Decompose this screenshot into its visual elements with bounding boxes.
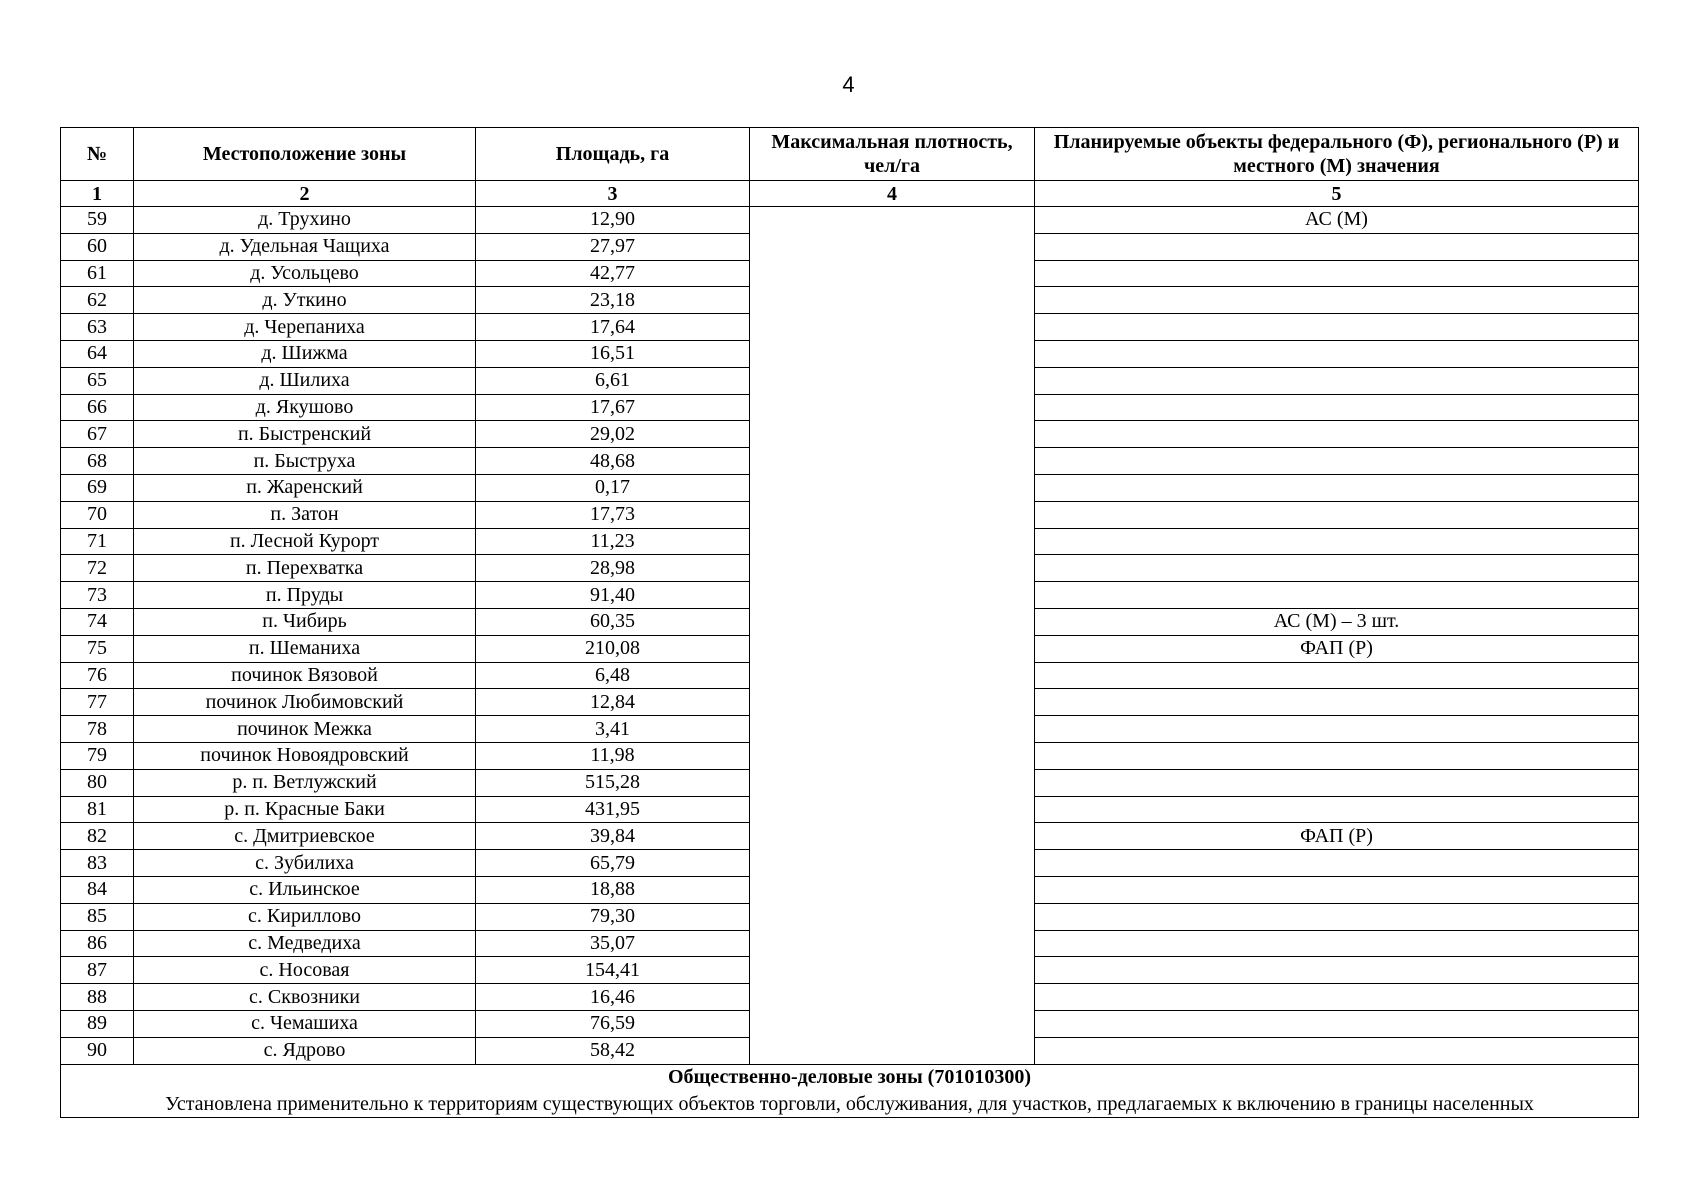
row-area-cell: 6,61	[476, 367, 750, 394]
row-location-cell: п. Шеманиха	[134, 635, 476, 662]
row-number-cell: 76	[61, 662, 134, 689]
row-area-cell: 29,02	[476, 421, 750, 448]
row-location-cell: починок Новоядровский	[134, 742, 476, 769]
row-planned-objects-cell	[1035, 689, 1639, 716]
row-planned-objects-cell	[1035, 340, 1639, 367]
row-planned-objects-cell	[1035, 769, 1639, 796]
header-planned-objects: Планируемые объекты федерального (Ф), регионального (Р) и местного (М) значения	[1035, 128, 1639, 181]
row-planned-objects-cell	[1035, 528, 1639, 555]
row-area-cell: 11,98	[476, 742, 750, 769]
row-area-cell: 17,64	[476, 314, 750, 341]
row-number-cell: 77	[61, 689, 134, 716]
table-row	[61, 207, 1639, 234]
row-location-cell: п. Перехватка	[134, 555, 476, 582]
row-planned-objects-cell	[1035, 984, 1639, 1011]
row-location-cell: д. Уткино	[134, 287, 476, 314]
section-title: Общественно-деловые зоны (701010300)	[61, 1064, 1639, 1091]
column-number: 5	[1035, 181, 1639, 207]
row-planned-objects-cell	[1035, 876, 1639, 903]
row-number-cell: 87	[61, 957, 134, 984]
row-number-cell: 60	[61, 233, 134, 260]
row-area-cell: 65,79	[476, 850, 750, 877]
row-planned-objects-cell	[1035, 903, 1639, 930]
row-location-cell: починок Вязовой	[134, 662, 476, 689]
row-area-cell: 76,59	[476, 1010, 750, 1037]
row-number-cell: 73	[61, 582, 134, 609]
row-area-cell: 17,73	[476, 501, 750, 528]
row-area-cell: 58,42	[476, 1037, 750, 1064]
row-number-cell: 79	[61, 742, 134, 769]
row-area-cell: 12,84	[476, 689, 750, 716]
row-area-cell: 515,28	[476, 769, 750, 796]
column-number: 1	[61, 181, 134, 207]
table-body	[61, 207, 1639, 1118]
row-planned-objects-cell: ФАП (Р)	[1035, 635, 1639, 662]
row-location-cell: п. Лесной Курорт	[134, 528, 476, 555]
max-density-merged-cell	[750, 207, 1035, 1065]
row-number-cell: 62	[61, 287, 134, 314]
row-planned-objects-cell	[1035, 421, 1639, 448]
row-area-cell: 60,35	[476, 608, 750, 635]
row-area-cell: 17,67	[476, 394, 750, 421]
row-location-cell: п. Чибирь	[134, 608, 476, 635]
row-location-cell: д. Шижма	[134, 340, 476, 367]
row-area-cell: 12,90	[476, 207, 750, 234]
row-area-cell: 0,17	[476, 474, 750, 501]
row-number-cell: 74	[61, 608, 134, 635]
row-location-cell: починок Любимовский	[134, 689, 476, 716]
row-location-cell: р. п. Красные Баки	[134, 796, 476, 823]
row-location-cell: с. Ядрово	[134, 1037, 476, 1064]
row-planned-objects-cell	[1035, 1037, 1639, 1064]
row-area-cell: 6,48	[476, 662, 750, 689]
header-area: Площадь, га	[476, 128, 750, 181]
row-planned-objects-cell	[1035, 662, 1639, 689]
table-header-row	[61, 128, 1639, 181]
row-number-cell: 89	[61, 1010, 134, 1037]
row-location-cell: д. Усольцево	[134, 260, 476, 287]
column-numbers-row	[61, 181, 1639, 207]
header-location: Местоположение зоны	[134, 128, 476, 181]
row-planned-objects-cell	[1035, 1010, 1639, 1037]
row-number-cell: 90	[61, 1037, 134, 1064]
row-planned-objects-cell	[1035, 742, 1639, 769]
row-planned-objects-cell: АС (М) – 3 шт.	[1035, 608, 1639, 635]
row-number-cell: 82	[61, 823, 134, 850]
row-number-cell: 85	[61, 903, 134, 930]
column-number: 2	[134, 181, 476, 207]
column-number: 4	[750, 181, 1035, 207]
row-planned-objects-cell	[1035, 260, 1639, 287]
row-area-cell: 48,68	[476, 448, 750, 475]
row-number-cell: 68	[61, 448, 134, 475]
column-number: 3	[476, 181, 750, 207]
row-planned-objects-cell	[1035, 394, 1639, 421]
row-location-cell: с. Дмитриевское	[134, 823, 476, 850]
row-number-cell: 63	[61, 314, 134, 341]
row-number-cell: 64	[61, 340, 134, 367]
row-area-cell: 23,18	[476, 287, 750, 314]
row-location-cell: с. Ильинское	[134, 876, 476, 903]
row-location-cell: починок Межка	[134, 716, 476, 743]
row-number-cell: 88	[61, 984, 134, 1011]
row-location-cell: п. Затон	[134, 501, 476, 528]
row-planned-objects-cell	[1035, 448, 1639, 475]
row-area-cell: 35,07	[476, 930, 750, 957]
row-area-cell: 16,51	[476, 340, 750, 367]
row-area-cell: 42,77	[476, 260, 750, 287]
row-location-cell: с. Сквозники	[134, 984, 476, 1011]
row-location-cell: д. Шилиха	[134, 367, 476, 394]
row-location-cell: с. Чемашиха	[134, 1010, 476, 1037]
row-planned-objects-cell	[1035, 716, 1639, 743]
row-location-cell: д. Черепаниха	[134, 314, 476, 341]
row-planned-objects-cell	[1035, 850, 1639, 877]
row-location-cell: с. Зубилиха	[134, 850, 476, 877]
section-description: Установлена применительно к территориям существующих объектов торговли, обслуживания, для участков, предлагаемых к включению в границы населенных	[61, 1091, 1639, 1118]
row-area-cell: 28,98	[476, 555, 750, 582]
row-planned-objects-cell	[1035, 501, 1639, 528]
row-planned-objects-cell	[1035, 930, 1639, 957]
row-location-cell: д. Якушово	[134, 394, 476, 421]
row-number-cell: 86	[61, 930, 134, 957]
row-planned-objects-cell: АС (М)	[1035, 207, 1639, 234]
row-number-cell: 69	[61, 474, 134, 501]
row-number-cell: 67	[61, 421, 134, 448]
row-area-cell: 16,46	[476, 984, 750, 1011]
row-area-cell: 11,23	[476, 528, 750, 555]
row-area-cell: 210,08	[476, 635, 750, 662]
row-area-cell: 18,88	[476, 876, 750, 903]
row-number-cell: 71	[61, 528, 134, 555]
row-location-cell: р. п. Ветлужский	[134, 769, 476, 796]
row-planned-objects-cell	[1035, 314, 1639, 341]
row-number-cell: 81	[61, 796, 134, 823]
row-number-cell: 66	[61, 394, 134, 421]
row-number-cell: 59	[61, 207, 134, 234]
header-number: №	[61, 128, 134, 181]
row-planned-objects-cell	[1035, 796, 1639, 823]
row-location-cell: п. Быструха	[134, 448, 476, 475]
row-location-cell: с. Кириллово	[134, 903, 476, 930]
row-planned-objects-cell	[1035, 957, 1639, 984]
row-area-cell: 91,40	[476, 582, 750, 609]
row-location-cell: п. Жаренский	[134, 474, 476, 501]
row-planned-objects-cell	[1035, 474, 1639, 501]
row-area-cell: 3,41	[476, 716, 750, 743]
row-planned-objects-cell	[1035, 287, 1639, 314]
row-number-cell: 78	[61, 716, 134, 743]
row-area-cell: 154,41	[476, 957, 750, 984]
row-planned-objects-cell	[1035, 555, 1639, 582]
row-planned-objects-cell	[1035, 582, 1639, 609]
row-location-cell: с. Носовая	[134, 957, 476, 984]
row-planned-objects-cell	[1035, 233, 1639, 260]
row-number-cell: 83	[61, 850, 134, 877]
row-area-cell: 431,95	[476, 796, 750, 823]
page-number: 4	[842, 72, 855, 97]
row-location-cell: п. Быстренский	[134, 421, 476, 448]
row-planned-objects-cell	[1035, 367, 1639, 394]
section-description-row	[61, 1091, 1639, 1118]
row-number-cell: 61	[61, 260, 134, 287]
row-location-cell: д. Трухино	[134, 207, 476, 234]
row-area-cell: 27,97	[476, 233, 750, 260]
row-number-cell: 84	[61, 876, 134, 903]
row-number-cell: 65	[61, 367, 134, 394]
zones-table	[60, 127, 1639, 1118]
row-area-cell: 39,84	[476, 823, 750, 850]
section-title-row	[61, 1064, 1639, 1091]
row-location-cell: с. Медведиха	[134, 930, 476, 957]
row-number-cell: 75	[61, 635, 134, 662]
row-location-cell: п. Пруды	[134, 582, 476, 609]
row-area-cell: 79,30	[476, 903, 750, 930]
row-number-cell: 80	[61, 769, 134, 796]
header-max-density: Максимальная плотность, чел/га	[750, 128, 1035, 181]
row-location-cell: д. Удельная Чащиха	[134, 233, 476, 260]
row-number-cell: 70	[61, 501, 134, 528]
row-number-cell: 72	[61, 555, 134, 582]
row-planned-objects-cell: ФАП (Р)	[1035, 823, 1639, 850]
